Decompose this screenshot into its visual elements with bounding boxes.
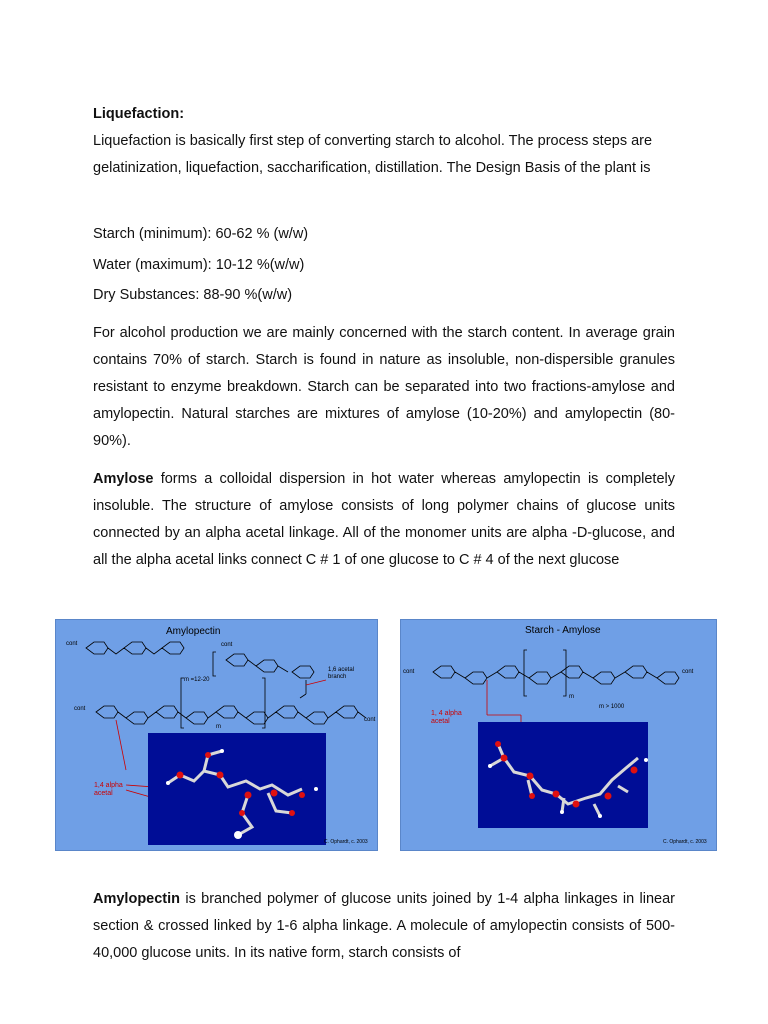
section-heading: Liquefaction: bbox=[93, 106, 185, 122]
cont-label: cont bbox=[66, 641, 78, 647]
amylopectin-title: Amylopectin bbox=[166, 626, 221, 637]
amylopectin-text: is branched polymer of glucose units joined by 1-4 alpha linkages in linear section & crossed linked by 1-6 alpha linkage. A molecule of amylopectin consists of 500-40,000 glucose units. In its native form, starch consists of bbox=[93, 891, 675, 961]
image-credit: C. Ophardt, c. 2003 bbox=[324, 839, 368, 845]
cont-label: cont bbox=[682, 669, 694, 675]
m-label: m bbox=[216, 724, 221, 730]
amylopectin-paragraph bbox=[93, 886, 675, 967]
image-credit: C. Ophardt, c. 2003 bbox=[663, 839, 707, 845]
cont-label: cont bbox=[74, 706, 86, 712]
acetal-annotation: 1, 4 alpha acetal bbox=[431, 710, 462, 725]
spec-water: Water (maximum): 10-12 %(w/w) bbox=[93, 257, 305, 273]
amylopectin-figure bbox=[55, 619, 378, 851]
m-value-label: m > 1000 bbox=[599, 704, 625, 710]
amylose-paragraph bbox=[93, 466, 675, 574]
amylose-figure bbox=[400, 619, 717, 851]
amylopectin-3d-model bbox=[148, 733, 326, 845]
molecule-ball-stick-render bbox=[148, 733, 326, 845]
cont-label: cont bbox=[221, 642, 233, 648]
spec-starch: Starch (minimum): 60-62 % (w/w) bbox=[93, 226, 309, 242]
cont-label: cont bbox=[364, 717, 376, 723]
amylose-title: Starch - Amylose bbox=[525, 625, 601, 636]
spec-dry-substances: Dry Substances: 88-90 %(w/w) bbox=[93, 287, 293, 303]
molecule-ball-stick-render bbox=[478, 722, 648, 828]
amylopectin-term: Amylopectin bbox=[93, 891, 181, 907]
amylose-3d-model bbox=[478, 722, 648, 828]
starch-paragraph: For alcohol production we are mainly concerned with the starch content. In average grain contains 70% of starch. Starch is found in nature as insoluble, non-dispersible granules resistant to enzyme breakdown. Starch can be separated into two fractions-amylose and amylopectin. Natural starches are mixtures of amylose (10-20%) and amylopectin (80-90%). bbox=[93, 325, 675, 449]
m-label: m bbox=[569, 694, 574, 700]
branch-label: 1,6 acetal branch bbox=[328, 667, 355, 680]
cont-label: cont bbox=[403, 669, 415, 675]
amylose-term: Amylose bbox=[93, 471, 154, 487]
m-range-label: m =12-20 bbox=[184, 677, 210, 683]
amylose-text: forms a colloidal dispersion in hot water whereas amylopectin is completely insoluble. The structure of amylose consists of long polymer chains of glucose units connected by an alpha acetal linkage. All of the monomer units are alpha -D-glucose, and all the alpha acetal links connect C # 1 of one glucose to C # 4 of the next glucose bbox=[93, 471, 675, 568]
acetal-annotation: 1,4 alpha acetal bbox=[94, 782, 123, 797]
intro-paragraph: Liquefaction is basically first step of converting starch to alcohol. The process steps are gelatinization, liquefaction, saccharification, distillation. The Design Basis of the plant is bbox=[93, 133, 653, 176]
